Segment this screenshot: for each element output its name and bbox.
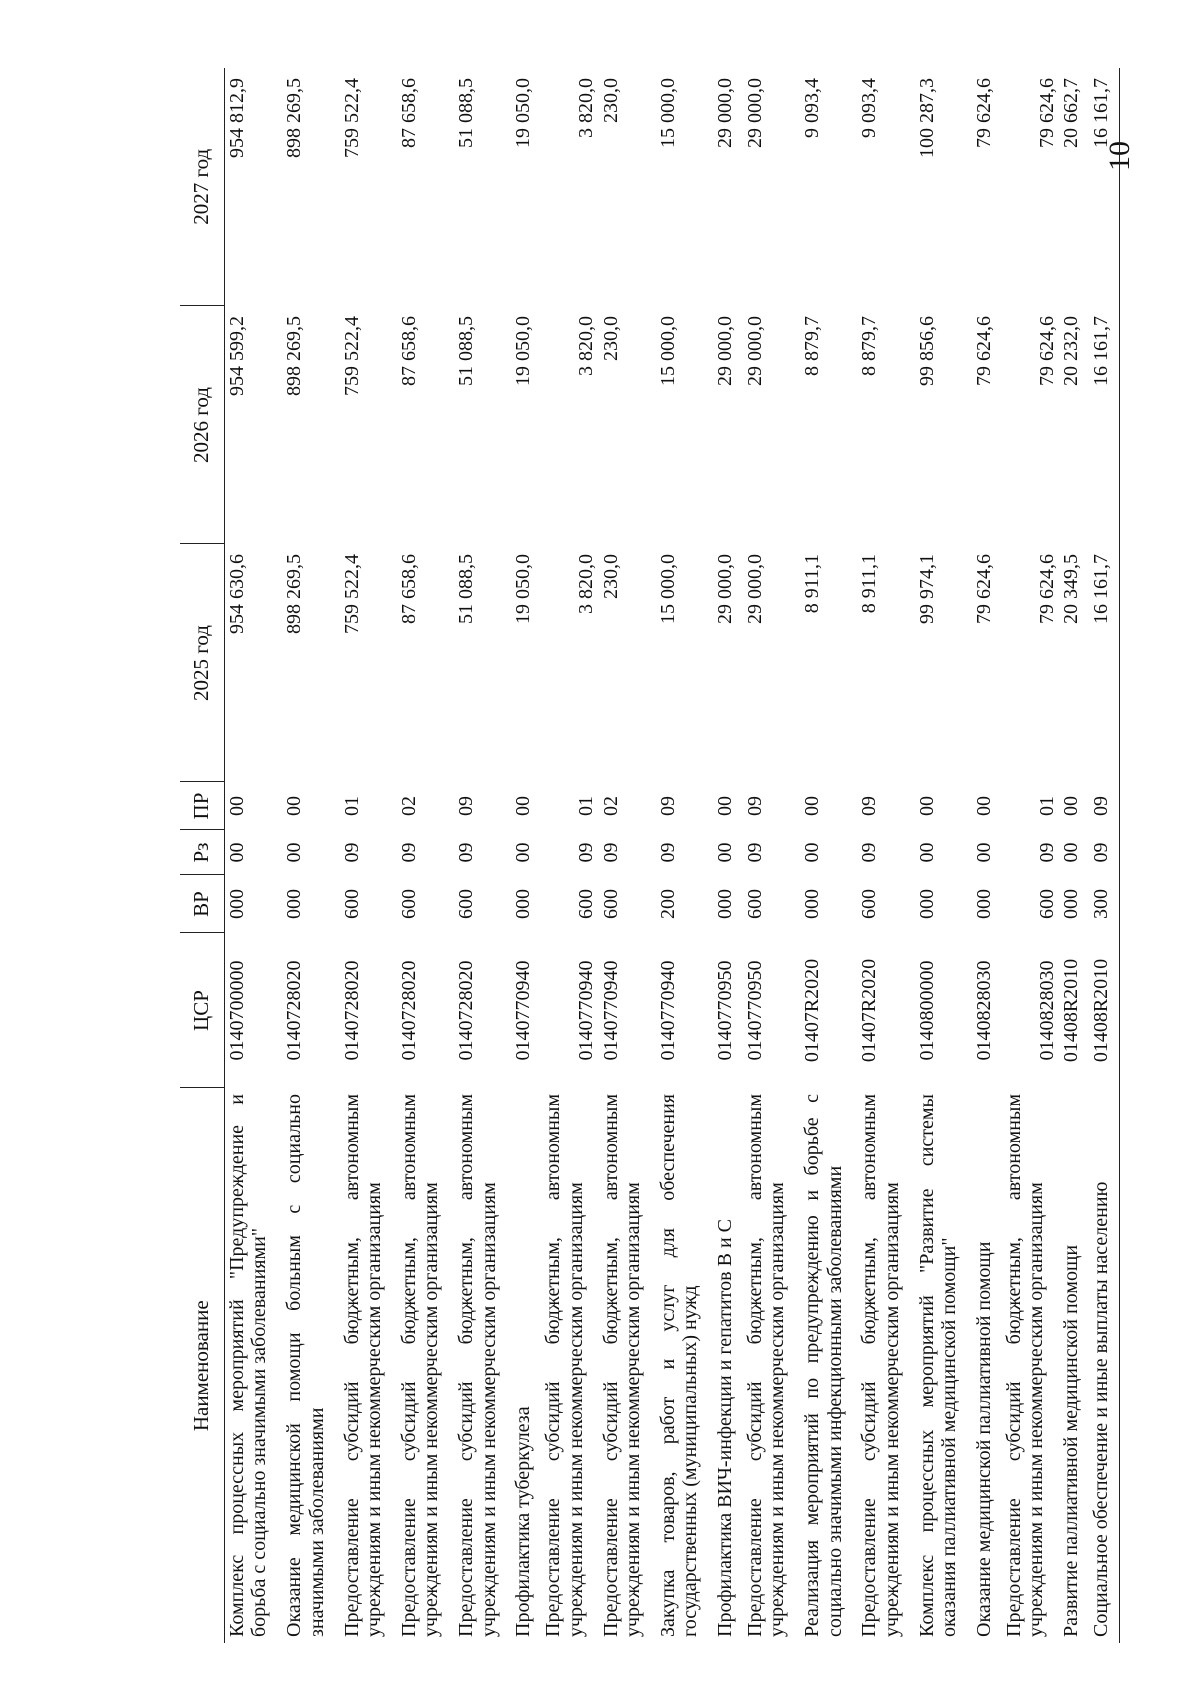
cell-2025: 20 349,5 <box>1060 554 1083 624</box>
cell-csr: 0140800000 <box>915 960 938 1061</box>
cell-name: Предоставление субсидий бюджетным, автономным учреждениям и иным некоммерческим организациям <box>542 1094 587 1637</box>
cell-2026: 29 000,0 <box>714 316 737 386</box>
cell-name: Оказание медицинской паллиативной помощи <box>972 1241 995 1637</box>
cell-2026: 8 879,7 <box>858 316 881 376</box>
cell-2027: 79 624,6 <box>972 78 995 148</box>
cell-2025: 15 000,0 <box>656 554 679 624</box>
cell-rz: 09 <box>1035 842 1058 863</box>
cell-2025: 79 624,6 <box>1035 554 1058 624</box>
cell-name: Предоставление субсидий бюджетным, автономным учреждениям и иным некоммерческим организациям <box>455 1094 500 1637</box>
cell-2026: 15 000,0 <box>656 316 679 386</box>
cell-pr: 09 <box>858 796 881 816</box>
cell-vr: 000 <box>512 889 535 919</box>
cell-pr: 00 <box>801 796 824 816</box>
cell-2026: 954 599,2 <box>226 316 248 396</box>
cell-2027: 9 093,4 <box>801 78 824 138</box>
cell-2026: 79 624,6 <box>1035 316 1058 386</box>
cell-rz: 00 <box>226 842 248 863</box>
cell-pr: 00 <box>1060 796 1083 816</box>
table-row <box>340 68 397 1643</box>
cell-2027: 954 812,9 <box>226 78 248 158</box>
cell-rz: 09 <box>743 842 766 863</box>
cell-pr: 09 <box>743 796 766 816</box>
cell-rz: 09 <box>656 842 679 863</box>
cell-vr: 000 <box>1060 889 1083 919</box>
cell-vr: 300 <box>1089 875 1120 933</box>
cell-rz: 00 <box>283 842 306 863</box>
cell-csr: 01408R2010 <box>1089 933 1120 1088</box>
cell-2026: 19 050,0 <box>512 316 535 386</box>
header-2025: 2025 год <box>180 544 225 782</box>
cell-pr: 01 <box>575 796 598 816</box>
header-rz: Рз <box>180 830 225 875</box>
cell-2026: 8 879,7 <box>801 316 824 376</box>
cell-rz: 00 <box>512 842 535 863</box>
cell-2027: 29 000,0 <box>743 78 766 148</box>
cell-vr: 200 <box>656 889 679 919</box>
cell-2025: 8 911,1 <box>858 554 881 614</box>
cell-2027: 29 000,0 <box>714 78 737 148</box>
cell-pr: 00 <box>283 796 306 816</box>
cell-rz: 09 <box>599 842 622 863</box>
cell-2026: 99 856,6 <box>915 316 938 386</box>
cell-csr: 01407R2020 <box>801 958 824 1063</box>
cell-csr: 0140770940 <box>575 960 598 1061</box>
cell-pr: 00 <box>512 796 535 816</box>
cell-rz: 00 <box>972 842 995 863</box>
table-row <box>282 68 339 1643</box>
cell-name: Предоставление субсидий бюджетным, автономным учреждениям и иным некоммерческим организациям <box>858 1094 903 1637</box>
table-row <box>972 68 1002 1643</box>
cell-name: Профилактика туберкулеза <box>512 1406 535 1637</box>
cell-2025: 3 820,0 <box>575 554 598 614</box>
cell-pr: 01 <box>340 796 363 816</box>
cell-name: Оказание медицинской помощи больным с социально значимыми заболеваниями <box>283 1094 328 1637</box>
header-2026: 2026 год <box>180 306 225 544</box>
cell-pr: 00 <box>714 796 737 816</box>
cell-2026: 79 624,6 <box>972 316 995 386</box>
cell-csr: 01407R2020 <box>858 958 881 1063</box>
cell-2027: 3 820,0 <box>575 78 598 138</box>
budget-table <box>180 68 1120 1643</box>
cell-vr: 600 <box>858 889 881 919</box>
cell-rz: 09 <box>858 842 881 863</box>
cell-name: Развитие паллиативной медицинской помощи <box>1060 1244 1083 1637</box>
cell-2025: 51 088,5 <box>455 554 478 624</box>
cell-2027: 230,0 <box>599 78 622 123</box>
cell-2025: 230,0 <box>599 554 622 599</box>
cell-csr: 0140770950 <box>714 960 737 1061</box>
cell-2027: 16 161,7 <box>1089 68 1120 306</box>
header-2027: 2027 год <box>180 68 225 306</box>
table-row <box>225 68 283 1643</box>
table-row <box>397 68 454 1643</box>
cell-vr: 000 <box>283 889 306 919</box>
cell-2027: 51 088,5 <box>455 78 478 148</box>
cell-2027: 87 658,6 <box>397 78 420 148</box>
cell-2025: 954 630,6 <box>226 554 248 634</box>
cell-pr: 09 <box>1089 782 1120 830</box>
cell-2026: 20 232,0 <box>1060 316 1083 386</box>
cell-2025: 79 624,6 <box>972 554 995 624</box>
cell-2027: 9 093,4 <box>858 78 881 138</box>
cell-name: Предоставление субсидий бюджетным, автономным учреждениям и иным некоммерческим организациям <box>599 1094 644 1637</box>
cell-csr: 0140770950 <box>743 960 766 1061</box>
cell-name: Закупка товаров, работ и услуг для обеспечения государственных (муниципальных) нужд <box>656 1094 702 1637</box>
cell-name: Предоставление субсидий бюджетным, автономным учреждениям и иным некоммерческим организациям <box>1002 1094 1048 1637</box>
cell-2026: 87 658,6 <box>397 316 420 386</box>
cell-csr: 0140828030 <box>1035 960 1058 1061</box>
cell-2025: 29 000,0 <box>743 554 766 624</box>
cell-vr: 000 <box>915 889 938 919</box>
cell-rz: 00 <box>915 842 938 863</box>
cell-name: Профилактика ВИЧ-инфекции и гепатитов В и С <box>714 1219 737 1637</box>
cell-2025: 16 161,7 <box>1089 544 1120 782</box>
cell-rz: 00 <box>714 842 737 863</box>
table-body <box>225 68 1120 1643</box>
cell-2026: 898 269,5 <box>283 316 306 396</box>
cell-csr: 0140728020 <box>340 960 363 1061</box>
cell-vr: 000 <box>714 889 737 919</box>
cell-name: Социальное обеспечение и иные выплаты населению <box>1089 1088 1120 1643</box>
cell-2027: 759 522,4 <box>340 78 363 158</box>
cell-2025: 99 974,1 <box>915 554 938 624</box>
cell-csr: 0140770940 <box>656 960 679 1061</box>
cell-vr: 600 <box>397 889 420 919</box>
cell-2025: 87 658,6 <box>397 554 420 624</box>
cell-pr: 01 <box>1035 796 1058 816</box>
cell-pr: 02 <box>599 796 622 816</box>
cell-vr: 600 <box>743 889 766 919</box>
header-pr: ПР <box>180 782 225 830</box>
table-row <box>857 68 914 1643</box>
cell-csr: 0140700000 <box>226 960 248 1061</box>
cell-csr: 0140828030 <box>972 960 995 1061</box>
cell-2025: 759 522,4 <box>340 554 363 634</box>
cell-pr: 09 <box>656 796 679 816</box>
table-row <box>713 68 743 1643</box>
cell-pr: 02 <box>397 796 420 816</box>
cell-2026: 3 820,0 <box>575 316 598 376</box>
cell-2026: 230,0 <box>599 316 622 361</box>
cell-csr: 0140770940 <box>599 960 622 1061</box>
cell-rz: 09 <box>340 842 363 863</box>
cell-2026: 29 000,0 <box>743 316 766 386</box>
cell-vr: 600 <box>340 889 363 919</box>
cell-vr: 000 <box>801 889 824 919</box>
table-row <box>1089 68 1120 1643</box>
cell-2027: 898 269,5 <box>283 78 306 158</box>
table-row <box>541 68 598 1643</box>
table-row <box>454 68 511 1643</box>
cell-csr: 0140770940 <box>512 960 535 1061</box>
cell-2027: 79 624,6 <box>1035 78 1058 148</box>
cell-pr: 00 <box>915 796 938 816</box>
table-row <box>599 68 656 1643</box>
cell-name: Предоставление субсидий бюджетным, автономным учреждениям и иным некоммерческим организациям <box>340 1094 386 1637</box>
cell-2027: 100 287,3 <box>915 78 938 158</box>
cell-vr: 600 <box>1035 889 1058 919</box>
cell-2027: 19 050,0 <box>512 78 535 148</box>
cell-rz: 09 <box>1089 830 1120 875</box>
cell-name: Комплекс процессных мероприятий "Предупреждение и борьба с социально значимыми заболеваниями" <box>226 1094 271 1637</box>
table-row <box>743 68 800 1643</box>
cell-2025: 29 000,0 <box>714 554 737 624</box>
cell-2025: 898 269,5 <box>283 554 306 634</box>
header-vr: ВР <box>180 875 225 933</box>
cell-csr: 0140728020 <box>455 960 478 1061</box>
header-name: Наименование <box>180 1088 225 1643</box>
cell-pr: 09 <box>455 796 478 816</box>
cell-2025: 8 911,1 <box>801 554 824 614</box>
table-row <box>511 68 541 1643</box>
cell-csr: 0140728020 <box>397 960 420 1061</box>
table-row <box>1059 68 1089 1643</box>
cell-rz: 09 <box>455 842 478 863</box>
rotated-page-content <box>180 68 1120 1643</box>
table-row <box>915 68 972 1643</box>
cell-name: Реализация мероприятий по предупреждению и борьбе с социально значимыми инфекционными заболеваниями <box>801 1094 846 1637</box>
table-row <box>800 68 857 1643</box>
cell-csr: 0140728020 <box>283 960 306 1061</box>
table-row <box>1002 68 1059 1643</box>
cell-2026: 51 088,5 <box>455 316 478 386</box>
cell-name: Предоставление субсидий бюджетным, автономным учреждениям и иным некоммерческим организациям <box>743 1094 789 1637</box>
cell-name: Комплекс процессных мероприятий "Развитие системы оказания паллиативной медицинской помощи" <box>915 1094 961 1637</box>
cell-2025: 19 050,0 <box>512 554 535 624</box>
cell-vr: 600 <box>599 889 622 919</box>
cell-pr: 00 <box>972 796 995 816</box>
cell-name: Предоставление субсидий бюджетным, автономным учреждениям и иным некоммерческим организациям <box>397 1094 443 1637</box>
cell-2026: 16 161,7 <box>1089 306 1120 544</box>
cell-2026: 759 522,4 <box>340 316 363 396</box>
table-header-row <box>180 68 225 1643</box>
cell-vr: 000 <box>972 889 995 919</box>
cell-rz: 09 <box>397 842 420 863</box>
cell-rz: 09 <box>575 842 598 863</box>
cell-rz: 00 <box>1060 842 1083 863</box>
cell-vr: 600 <box>455 889 478 919</box>
table-row <box>656 68 713 1643</box>
cell-rz: 00 <box>801 842 824 863</box>
header-csr: ЦСР <box>180 933 225 1088</box>
cell-pr: 00 <box>226 796 248 816</box>
cell-2027: 15 000,0 <box>656 78 679 148</box>
cell-csr: 01408R2010 <box>1060 958 1083 1063</box>
cell-2027: 20 662,7 <box>1060 78 1083 148</box>
page-number: 10 <box>1103 141 1136 171</box>
cell-vr: 600 <box>575 889 598 919</box>
cell-vr: 000 <box>226 889 248 919</box>
